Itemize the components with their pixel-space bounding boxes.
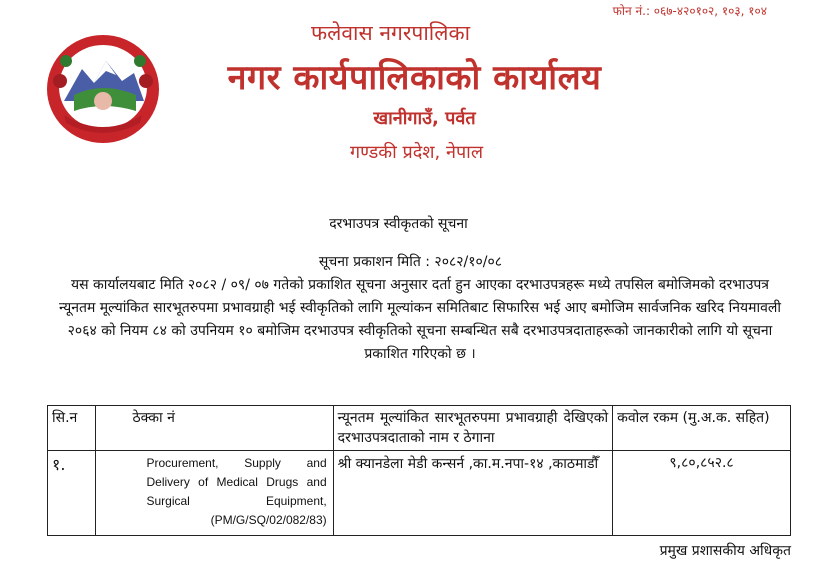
office-name: नगर कार्यपालिकाको कार्यालय bbox=[227, 58, 602, 98]
notice-body: यस कार्यालयबाट मिति २०८२ / ०९/ ०७ गतेको प्रकाशित सूचना अनुसार दर्ता हुन आएका दरभाउपत्रहरू मध्ये तपसिल बमोजिमको दरभाउपत्र न्यूनतम मूल्यांकित सारभूतरुपमा प्रभावग्राही भई स्वीकृतिको लागि मूल्यांकन समितिबाट सिफारिस भई आए बमोजिम सार्वजनिक खरिद नियमावली २०६४ को नियम ८४ को उपनियम १० बमोजिम दरभाउपत्र स्वीकृतिको सूचना सम्बन्धित सबै दरभाउपत्रदाताहरूको जानकारीको लागि यो सूचना प्रकाशित गरिएको छ । bbox=[58, 277, 781, 362]
office-location: खानीगाउँ, पर्वत bbox=[373, 108, 476, 129]
cell-sn: १. bbox=[48, 451, 96, 536]
phone-number: फोन नं.: ०६७-४२०१०२, १०३, १०४ bbox=[612, 4, 767, 18]
bid-table bbox=[47, 405, 791, 536]
signature-title: प्रमुख प्रशासकीय अधिकृत bbox=[659, 543, 791, 559]
cell-vendor: श्री क्यानडेला मेडी कन्सर्न ,का.म.नपा-१४ ,काठमाडौँ bbox=[333, 451, 612, 536]
table-header-row bbox=[48, 406, 791, 451]
header-sn: सि.न bbox=[48, 406, 96, 451]
cell-contract: Procurement, Supply and Delivery of Medical Drugs and Surgical Equipment, (PM/G/SQ/02/082/83) bbox=[96, 451, 333, 536]
table-row bbox=[48, 451, 791, 536]
cell-amount: ९,८०,८५२.८ bbox=[613, 451, 791, 536]
header-vendor: न्यूनतम मूल्यांकित सारभूतरुपमा प्रभावग्राही देखिएको दरभाउपत्रदाताको नाम र ठेगाना bbox=[333, 406, 612, 451]
header-contract: ठेक्का नं bbox=[96, 406, 333, 451]
header-amount: कवोल रकम (मु.अ.क. सहित) bbox=[613, 406, 791, 451]
notice-title: दरभाउपत्र स्वीकृतको सूचना bbox=[329, 216, 468, 232]
province-name: गण्डकी प्रदेश, नेपाल bbox=[349, 142, 484, 163]
municipality-name: फलेवास नगरपालिका bbox=[310, 21, 471, 45]
notice-date: सूचना प्रकाशन मिति : २०८२/१०/०८ bbox=[318, 254, 503, 270]
